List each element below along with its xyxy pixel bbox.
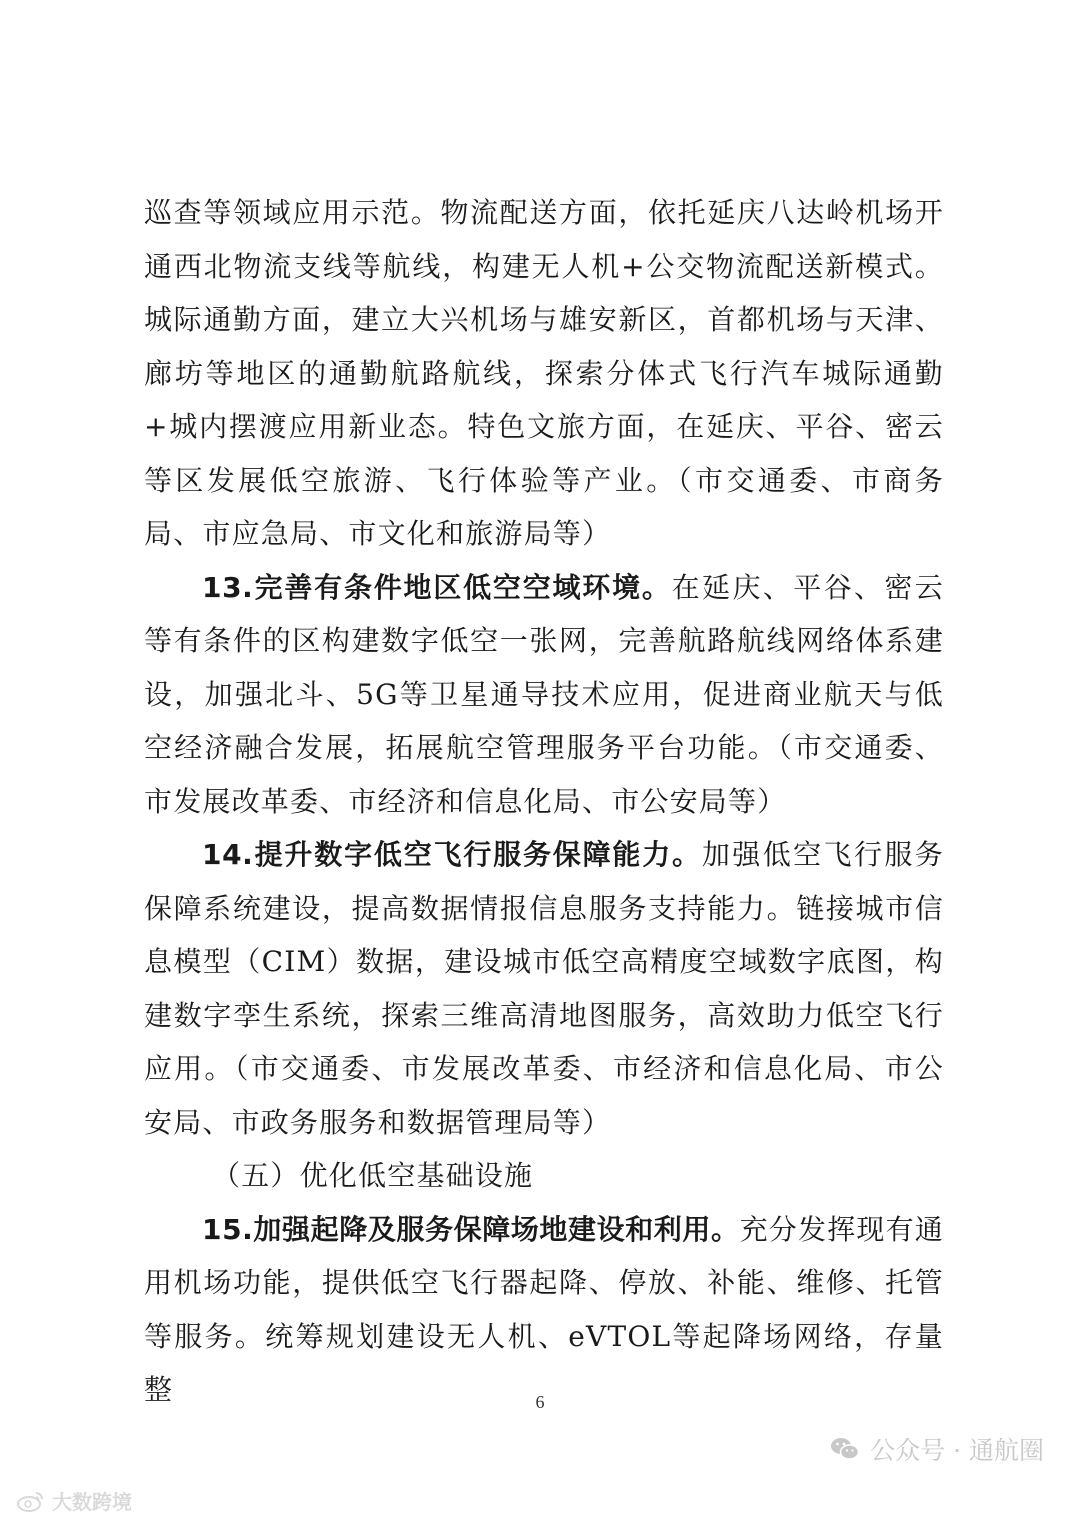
paragraph-15-heading: 15.加强起降及服务保障场地建设和利用。: [202, 1212, 740, 1246]
weibo-icon: [16, 1490, 46, 1512]
paragraph-13: [144, 561, 944, 829]
paragraph-14: [144, 828, 944, 1149]
wechat-icon: [830, 1436, 860, 1462]
page-number: 6: [535, 1392, 545, 1412]
paragraph-15-body: 充分发挥现有通用机场功能，提供低空飞行器起降、停放、补能、维修、托管等服务。统筹规划建设无人机、eVTOL等起降场网络，存量整: [144, 1212, 945, 1406]
watermark-wechat: [830, 1431, 1044, 1467]
paragraph-14-body: 加强低空飞行服务保障系统建设，提高数据情报信息服务支持能力。链接城市信息模型（CIM）数据，建设城市低空高精度空域数字底图，构建数字孪生系统，探索三维高清地图服务，高效助力低空飞行应用。（市交通委、市发展改革委、市经济和信息化局、市公安局、市政务服务和数据管理局等）: [144, 838, 944, 1139]
watermark-right-text: 公众号 · 通航圈: [870, 1436, 1044, 1465]
section-five-title: （五）优化低空基础设施: [212, 1159, 534, 1192]
paragraph-continued: 巡查等领域应用示范。物流配送方面，依托延庆八达岭机场开通西北物流支线等航线，构建无人机+公交物流配送新模式。城际通勤方面，建立大兴机场与雄安新区，首都机场与天津、廊坊等地区的通勤航路航线，探索分体式飞行汽车城际通勤+城内摆渡应用新业态。特色文旅方面，在延庆、平谷、密云等区发展低空旅游、飞行体验等产业。（市交通委、市商务局、市应急局、市文化和旅游局等）: [144, 196, 944, 550]
watermark-left-text: 大数跨境: [52, 1490, 132, 1514]
paragraph-15: [144, 1203, 944, 1417]
watermark-weibo: [16, 1486, 132, 1515]
paragraph-14-heading: 14.提升数字低空飞行服务保障能力。: [202, 838, 702, 871]
document-body: [144, 186, 944, 1417]
paragraph-13-body: 在延庆、平谷、密云等有条件的区构建数字低空一张网，完善航路航线网络体系建设，加强北斗、5G等卫星通导技术应用，促进商业航天与低空经济融合发展，拓展航空管理服务平台功能。（市交通委、市发展改革委、市经济和信息化局、市公安局等）: [144, 570, 944, 818]
paragraph-13-heading: 13.完善有条件地区低空空域环境。: [202, 570, 672, 604]
